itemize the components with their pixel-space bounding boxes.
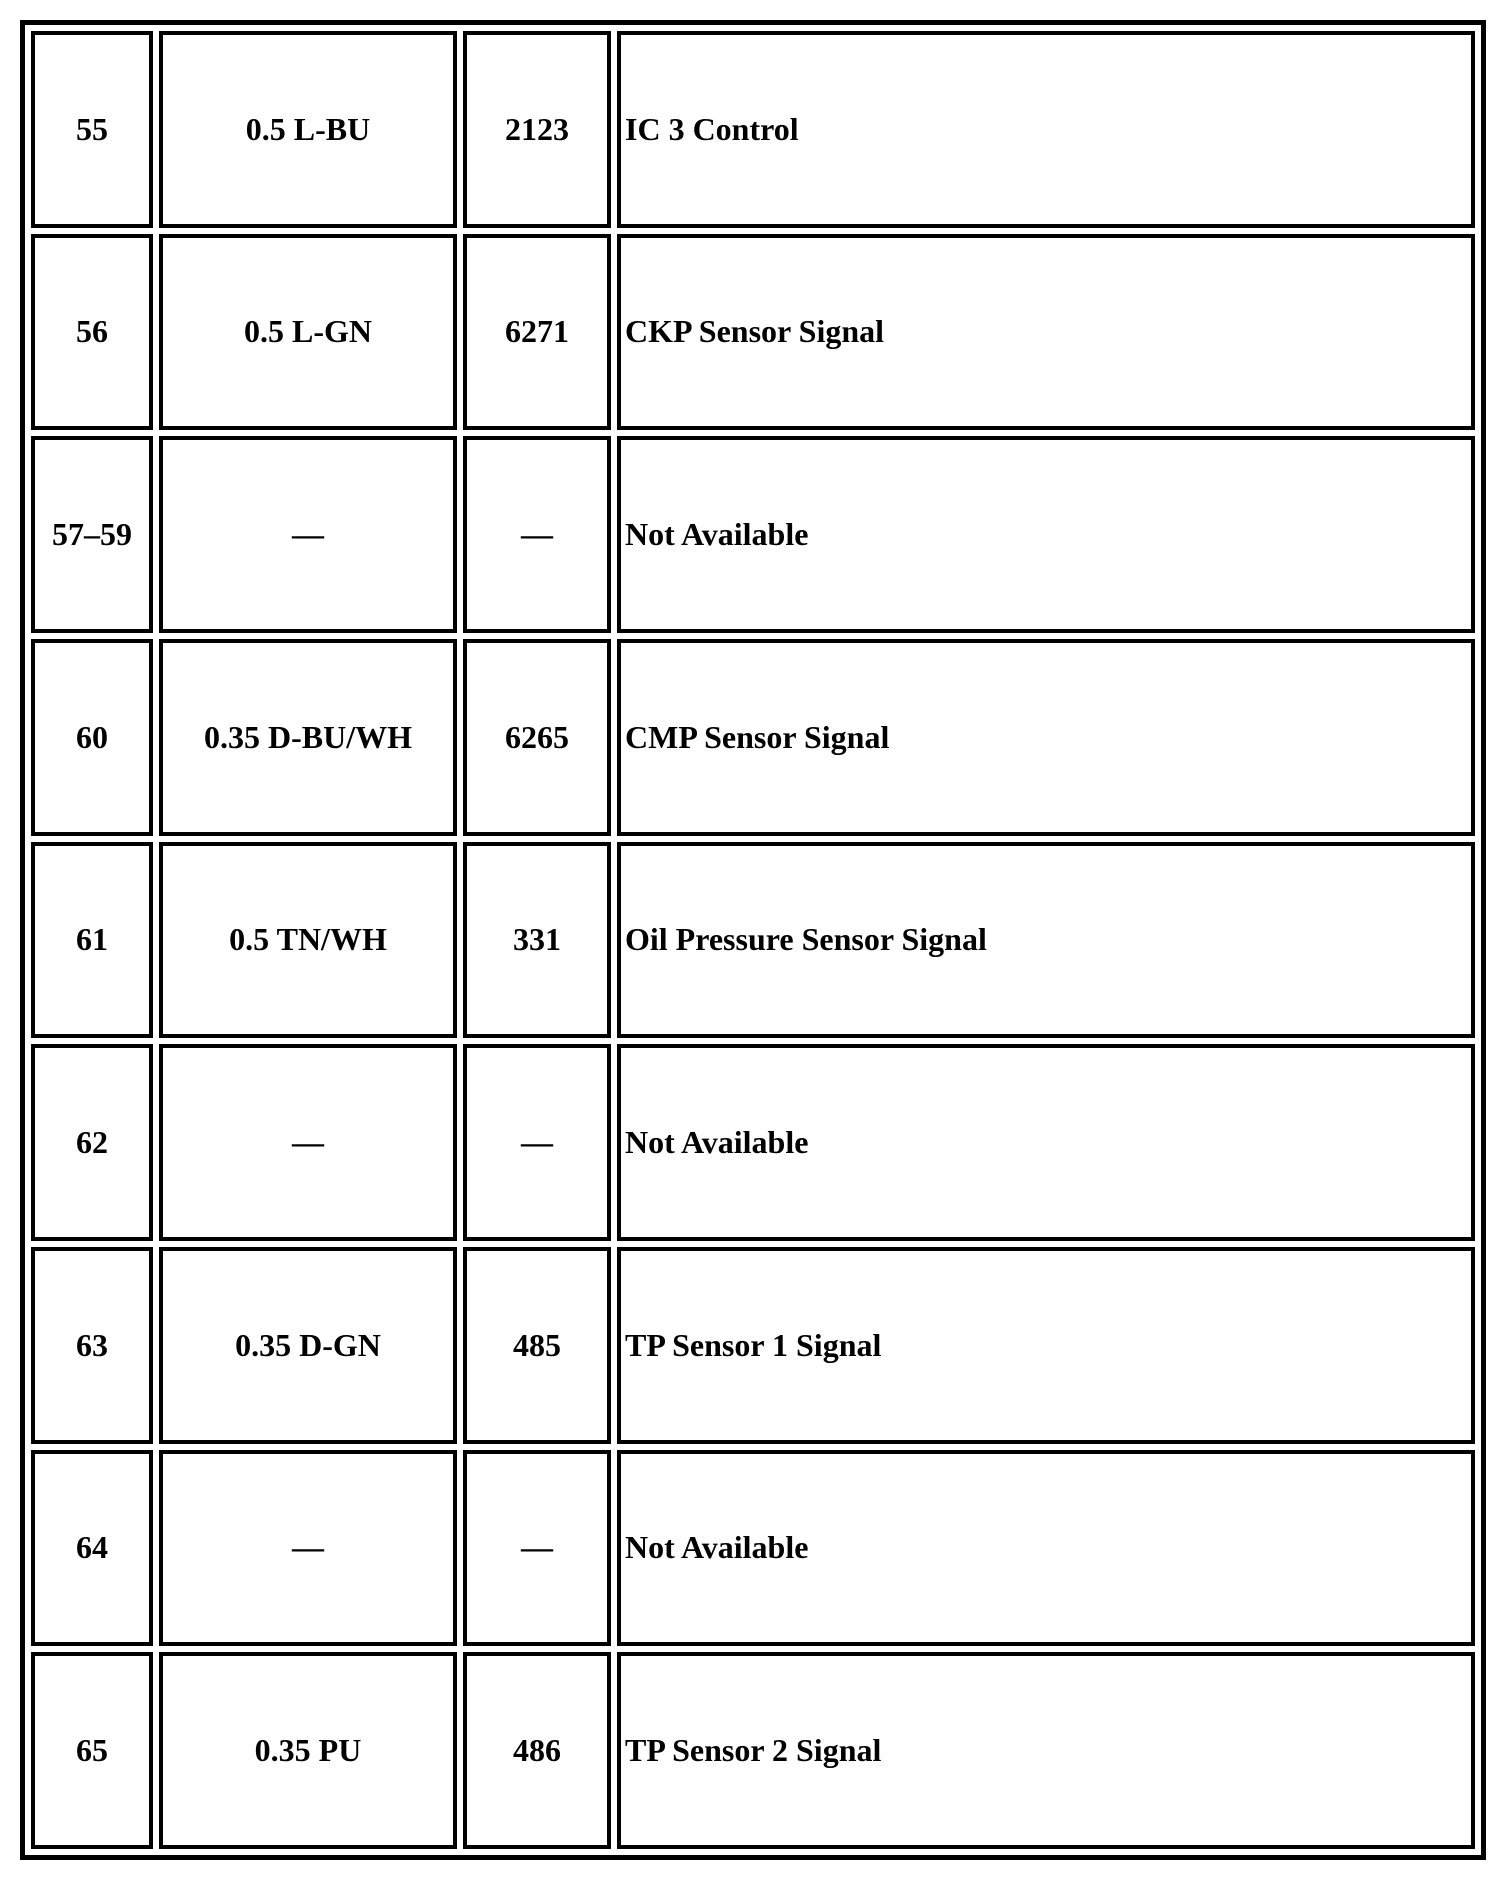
table-row: [31, 1450, 1475, 1647]
table-row: [31, 842, 1475, 1039]
pin-cell: 57–59: [31, 436, 153, 633]
circuit-cell: 331: [463, 842, 611, 1039]
pin-cell: 63: [31, 1247, 153, 1444]
wire-color-cell: 0.5 TN/WH: [159, 842, 457, 1039]
wire-color-cell: 0.35 D-GN: [159, 1247, 457, 1444]
table-row: [31, 1044, 1475, 1241]
wire-color-cell: 0.35 PU: [159, 1652, 457, 1849]
circuit-cell: 6271: [463, 234, 611, 431]
function-cell: CKP Sensor Signal: [617, 234, 1475, 431]
circuit-cell: 485: [463, 1247, 611, 1444]
function-cell: Oil Pressure Sensor Signal: [617, 842, 1475, 1039]
function-cell: TP Sensor 1 Signal: [617, 1247, 1475, 1444]
circuit-cell: 486: [463, 1652, 611, 1849]
table-body: [31, 31, 1475, 1849]
table-row: [31, 639, 1475, 836]
connector-pinout-table: [20, 20, 1486, 1860]
function-cell: Not Available: [617, 436, 1475, 633]
wire-color-cell: 0.5 L-BU: [159, 31, 457, 228]
pin-cell: 62: [31, 1044, 153, 1241]
function-cell: IC 3 Control: [617, 31, 1475, 228]
circuit-cell: —: [463, 1450, 611, 1647]
table-row: [31, 436, 1475, 633]
function-cell: CMP Sensor Signal: [617, 639, 1475, 836]
circuit-cell: —: [463, 436, 611, 633]
wire-color-cell: —: [159, 1044, 457, 1241]
function-cell: TP Sensor 2 Signal: [617, 1652, 1475, 1849]
table-row: [31, 1652, 1475, 1849]
pin-cell: 61: [31, 842, 153, 1039]
table-row: [31, 1247, 1475, 1444]
wire-color-cell: 0.35 D-BU/WH: [159, 639, 457, 836]
wire-color-cell: —: [159, 436, 457, 633]
circuit-cell: —: [463, 1044, 611, 1241]
function-cell: Not Available: [617, 1044, 1475, 1241]
pin-cell: 55: [31, 31, 153, 228]
function-cell: Not Available: [617, 1450, 1475, 1647]
pin-cell: 64: [31, 1450, 153, 1647]
pin-cell: 65: [31, 1652, 153, 1849]
pin-cell: 56: [31, 234, 153, 431]
wire-color-cell: —: [159, 1450, 457, 1647]
table-row: [31, 234, 1475, 431]
pin-cell: 60: [31, 639, 153, 836]
circuit-cell: 6265: [463, 639, 611, 836]
wire-color-cell: 0.5 L-GN: [159, 234, 457, 431]
table-row: [31, 31, 1475, 228]
circuit-cell: 2123: [463, 31, 611, 228]
